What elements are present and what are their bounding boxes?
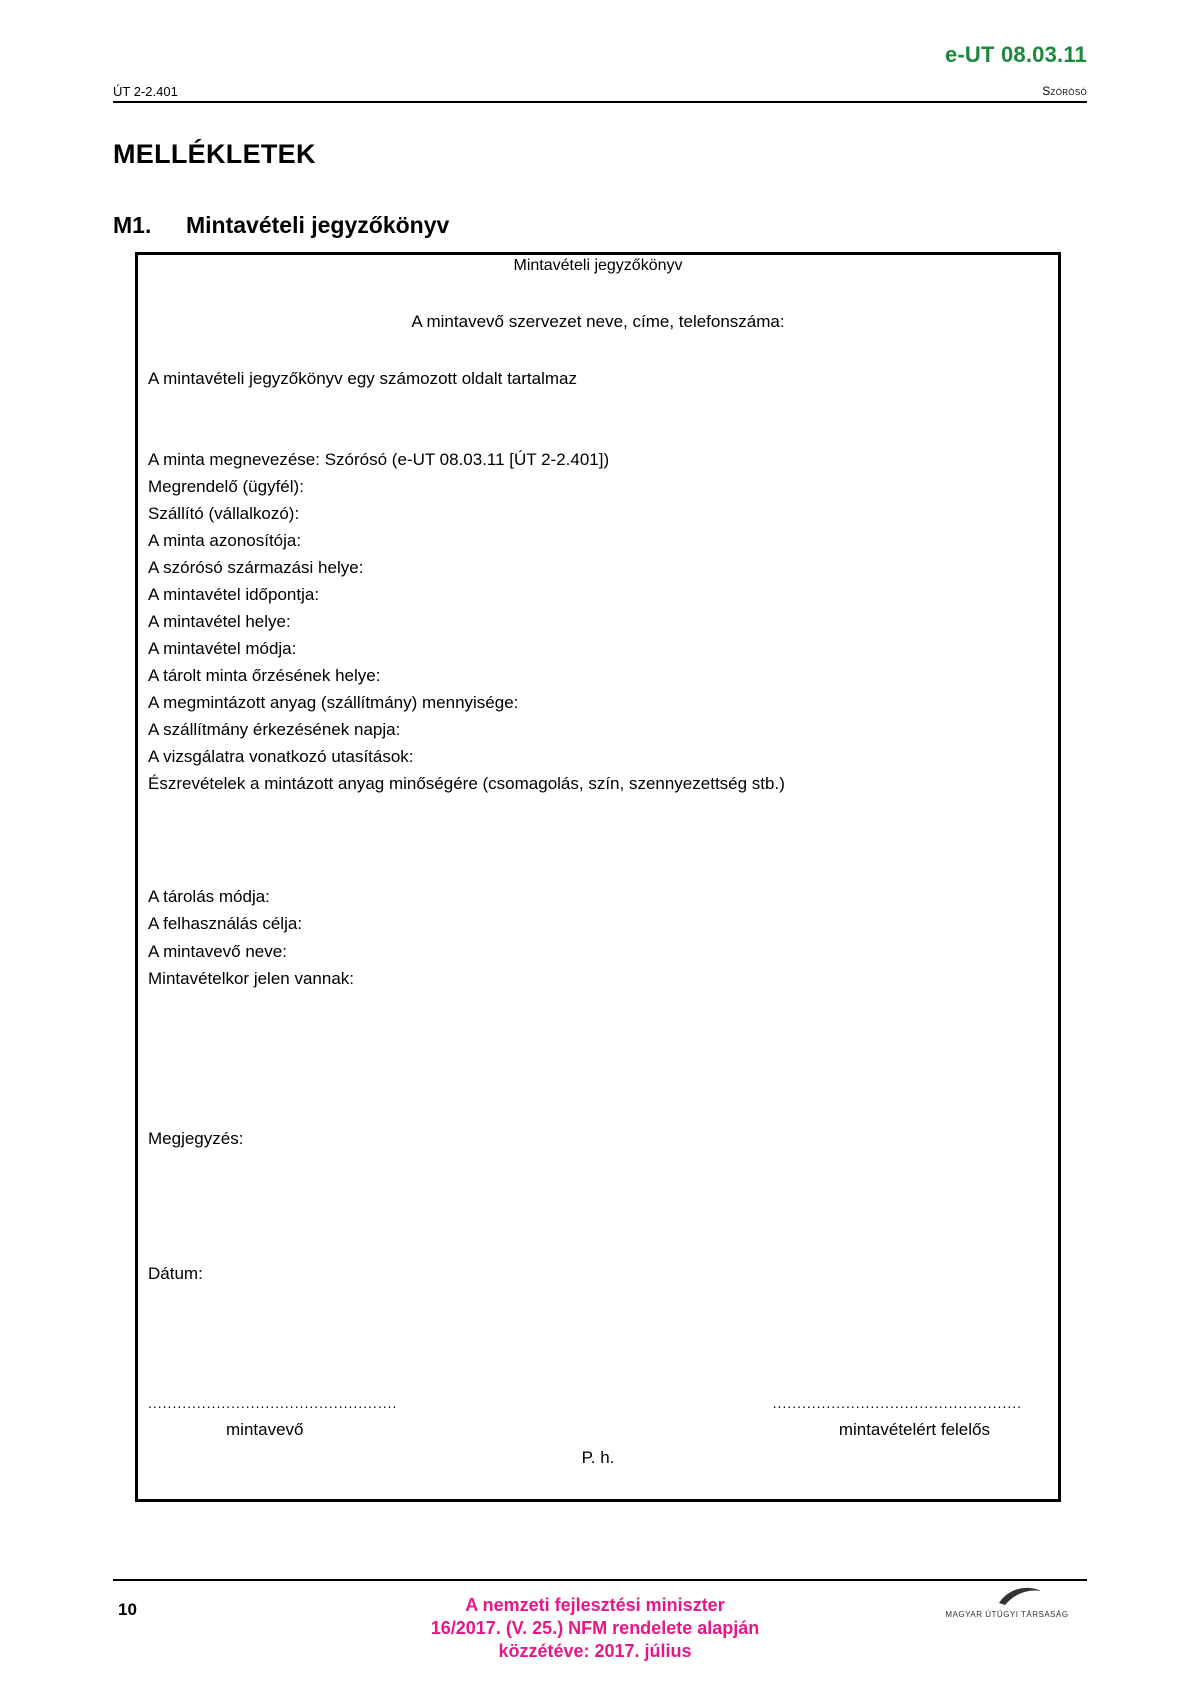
header-rule [113,101,1087,103]
subsection-title [113,212,449,239]
page-number: 10 [118,1600,137,1619]
form-field: A tárolás módja: [148,887,270,906]
signature-line-left: ................................................... [148,1395,398,1411]
form-org-line: A mintavevő szervezet neve, címe, telefonszáma: [411,312,785,331]
logo-text: MAGYAR ÚTÜGYI TÁRSASÁG [945,1610,1069,1619]
footer-line-1: A nemzeti fejlesztési miniszter [465,1595,725,1615]
form-field: A minta megnevezése: Szórósó (e-UT 08.03.11 [ÚT 2-2.401]) [148,450,610,469]
document-code: e-UT 08.03.11 [944,42,1087,67]
form-date: Dátum: [148,1264,203,1283]
form-pages-line: A mintavételi jegyzőkönyv egy számozott oldalt tartalmaz [148,369,577,388]
form-remark: Megjegyzés: [148,1129,244,1148]
form-field: A tárolt minta őrzésének helye: [148,666,381,685]
form-field: A vizsgálatra vonatkozó utasítások: [148,747,414,766]
form-field: Mintavételkor jelen vannak: [148,969,355,988]
form-field: A mintavétel időpontja: [148,585,320,604]
form-field: A megmintázott anyag (szállítmány) mennyisége: [148,693,519,712]
signature-label-right: mintavételért felelős [838,1420,990,1439]
signature-line-right: ................................................... [772,1395,1022,1411]
form-field: A mintavevő neve: [148,942,287,961]
form-field: A szórósó származási helye: [148,558,364,577]
signature-label-left: mintavevő [226,1420,304,1439]
form-field: Megrendelő (ügyfél): [148,477,304,496]
form-field: Szállító (vállalkozó): [148,504,300,523]
header-standard-number: ÚT 2-2.401 [113,84,178,99]
header-topic: Szórósó [1042,84,1087,98]
form-field: A mintavétel helye: [148,612,291,631]
form-field: A szállítmány érkezésének napja: [148,720,401,739]
stamp-label: P. h. [581,1448,615,1467]
form-field: A mintavétel módja: [148,639,297,658]
section-title: MELLÉKLETEK [113,139,316,169]
form-field: Észrevételek a mintázott anyag minőségére (csomagolás, szín, szennyezettség stb.) [148,774,785,793]
form-field: A minta azonosítója: [148,531,302,550]
form-title: Mintavételi jegyzőkönyv [513,257,683,274]
society-logo [937,1583,1077,1619]
form-field: A felhasználás célja: [148,914,303,933]
footer-line-2: 16/2017. (V. 25.) NFM rendelete alapján [430,1618,760,1638]
footer-line-3: közzétéve: 2017. július [498,1641,692,1661]
subsection-number: M1. [113,212,152,238]
footer-rule [113,1579,1087,1581]
form-frame [135,252,1061,1502]
subsection-title-text: Mintavételi jegyzőkönyv [186,212,450,238]
